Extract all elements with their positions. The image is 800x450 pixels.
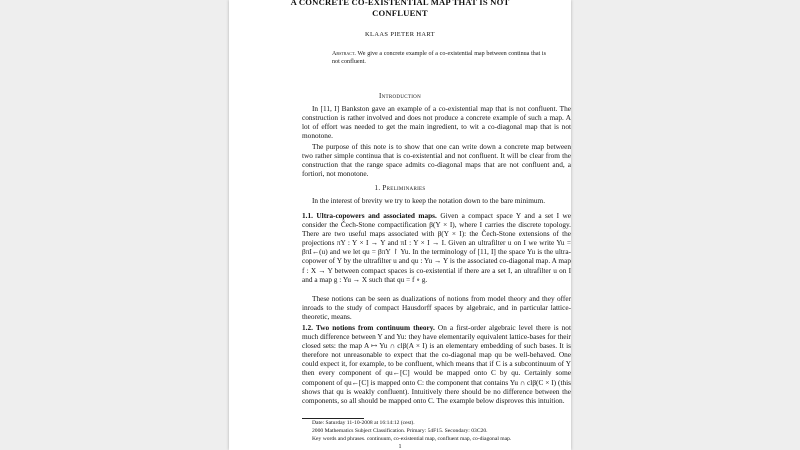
abstract-label: Abstract.: [332, 51, 356, 57]
page-number: 1: [398, 444, 402, 450]
subsection-1-2-text: On a first-order algebraic level there is not much difference between Y and Yu: they have elementarily equivalent lattice-bases for their closed sets: the map A ↦ Yu ∩ clβ(A × I) is an elementary embedding of such bases. It is therefore not unreasonable to expect that the co-diagonal map qu be well-behaved. One could expect it, for example, to be confluent, which means that if C is a subcontinuum of Y then every component of qu←[C] would be mapped onto C by qu. Certainly some component of qu←[C] is mapped onto C: the component that contains Yu ∩ clβ(C × I) (this shows that qu is weakly confluent). Intuitively there should be no difference between the components, so all should be mapped onto C. The example below disproves this intuition.: [302, 323, 571, 405]
paper-author: KLAAS PIETER HART: [365, 31, 435, 38]
footnote-keywords: Key words and phrases. continuum, co-existential map, confluent map, co-diagonal map.: [312, 436, 512, 442]
pdf-page[interactable]: [229, 0, 571, 450]
footnote-rule: [302, 418, 364, 419]
subsection-1-1-text: Given a compact space Y and a set I we consider the Čech-Stone compactification β(Y × I), where I carries the discrete topology. There are two useful maps associated with β(Y × I): the Čech-Stone extensions of the projections πY : Y × I → Y and πI : Y × I → I. Given an ultrafilter u on I we write Yu = βπI←(u) and we let qu = βπY ↾ Yu. In the terminology of [11, I] the space Yu is the ultra-copower of Y by the ultrafilter u and qu : Yu → Y is the associated co-diagonal map. A map f : X → Y between compact spaces is co-existential if there are a set I, an ultrafilter u on I and a map g : Yu → X such that qu = f ∘ g.: [302, 211, 571, 284]
abstract-text: We give a concrete example of a co-existential map between continua that is not confluent.: [332, 51, 546, 65]
paper-title: [229, 0, 571, 18]
subsection-1-2-title: 1.2. Two notions from continuum theory.: [302, 323, 435, 332]
intro-paragraph-2: The purpose of this note is to show that one can write down a concrete map between two rather simple continua that is co-existential and not confluent. It will be clear from the construction that the range space admits co-diagonal maps that are not confluent and, a fortiori, not monotone.: [302, 142, 571, 179]
subsection-1-1-paragraph-2: These notions can be seen as dualizations of notions from model theory and they offer inroads to the study of compact Hausdorff spaces by algebraic, and in particular lattice-theoretic, means.: [302, 294, 571, 322]
intro-paragraph-1: In [11, I] Bankston gave an example of a co-existential map that is not confluent. The construction is rather involved and does not produce a concrete example of such a map. A lot of effort was needed to get the main ingredient, to wit a co-diagonal map that is not monotone.: [302, 104, 571, 141]
preliminaries-paragraph: In the interest of brevity we try to keep the notation down to the bare minimum.: [312, 196, 546, 205]
subsection-1-2: [302, 323, 571, 405]
abstract: [332, 51, 546, 66]
footnote-msc: 2000 Mathematics Subject Classification. Primary: 54F15. Secondary: 03C20.: [312, 428, 488, 434]
section-heading-introduction: Introduction: [378, 92, 422, 100]
paper-title-line-1: A CONCRETE CO-EXISTENTIAL MAP THAT IS NOT: [290, 0, 510, 7]
subsection-1-1: [302, 211, 571, 284]
section-heading-preliminaries: 1. Preliminaries: [374, 184, 426, 192]
subsection-1-1-title: 1.1. Ultra-copowers and associated maps.: [302, 211, 437, 220]
paper-title-line-2: CONFLUENT: [372, 7, 428, 18]
footnote-date: Date: Saturday 11-10-2008 at 16:14:12 (cest).: [312, 420, 415, 426]
